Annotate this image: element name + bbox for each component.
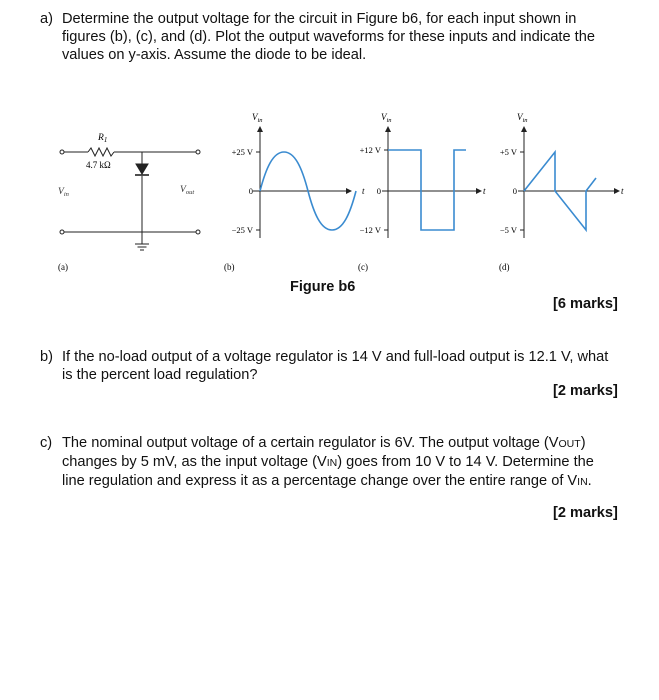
marks-a: [6 marks] [553, 296, 618, 312]
panel-label-c: (c) [358, 262, 368, 272]
question-c [40, 434, 640, 490]
question-a-line: values on y-axis. Assume the diode to be ideal. [62, 47, 367, 63]
tick-zero-b: 0 [248, 186, 253, 196]
question-b-line: is the percent load regulation? [62, 367, 258, 383]
t-label-c: t [483, 186, 486, 196]
marks-b: [2 marks] [553, 383, 618, 399]
r1-label: $R_1$ [98, 133, 108, 144]
panel-label-a: (a) [58, 262, 68, 272]
t-label-d: t [621, 186, 624, 196]
tick-bottom-d: −5 V [499, 225, 517, 235]
question-b-text [62, 348, 608, 384]
input-terminal-top [60, 150, 64, 154]
question-c-text [62, 434, 594, 491]
input-terminal-bottom [60, 230, 64, 234]
question-c-line: The nominal output voltage of a certain regulator is 6V. The output voltage (VOUT) [62, 435, 586, 451]
question-c-label: c) [40, 435, 53, 451]
y-axis-label-d: $V_{in}$ [517, 112, 528, 124]
question-a-label: a) [40, 11, 53, 27]
vin-label: $V_{in}$ [58, 187, 69, 198]
marks-c: [2 marks] [553, 505, 618, 521]
circuit-diagram [60, 148, 200, 250]
y-axis-label-c: $V_{in}$ [381, 112, 392, 124]
plot-c [358, 112, 486, 272]
diode-symbol [136, 164, 148, 174]
panel-label-b: (b) [224, 262, 235, 272]
tick-bottom-b: −25 V [231, 225, 253, 235]
resistor-symbol [88, 148, 114, 156]
r1-value: 4.7 kΩ [86, 160, 111, 170]
plot-d [499, 112, 624, 272]
figure-b6 [50, 108, 630, 288]
t-label-b: t [362, 186, 365, 196]
figure-caption: Figure b6 [290, 279, 356, 295]
output-terminal-top [196, 150, 200, 154]
question-b-line: If the no-load output of a voltage regulator is 14 V and full-load output is 12.1 V, what [62, 349, 609, 365]
tick-top-c: +12 V [359, 145, 381, 155]
question-b-label: b) [40, 349, 53, 365]
tick-top-b: +25 V [231, 147, 253, 157]
y-axis-label-b: $V_{in}$ [252, 112, 263, 124]
plot-b [224, 112, 365, 272]
question-a-line: figures (b), (c), and (d). Plot the output waveforms for these inputs and indicate the [62, 29, 595, 45]
ground-symbol [135, 244, 149, 250]
tick-zero-c: 0 [376, 186, 381, 196]
tick-top-d: +5 V [499, 147, 517, 157]
question-c-line: line regulation and express it as a percentage change over the entire range of VIN. [62, 473, 592, 489]
tick-bottom-c: −12 V [359, 225, 381, 235]
square-waveform [388, 150, 466, 230]
question-a [40, 10, 640, 66]
panel-label-d: (d) [499, 262, 510, 272]
tick-zero-d: 0 [512, 186, 517, 196]
output-terminal-bottom [196, 230, 200, 234]
question-c-line: changes by 5 mV, as the input voltage (VIN) goes from 10 V to 14 V. Determine the [62, 454, 594, 470]
question-b [40, 348, 640, 386]
question-a-text [62, 10, 595, 64]
question-a-line: Determine the output voltage for the circuit in Figure b6, for each input shown in [62, 11, 577, 27]
vout-label: $V_{out}$ [180, 185, 195, 196]
